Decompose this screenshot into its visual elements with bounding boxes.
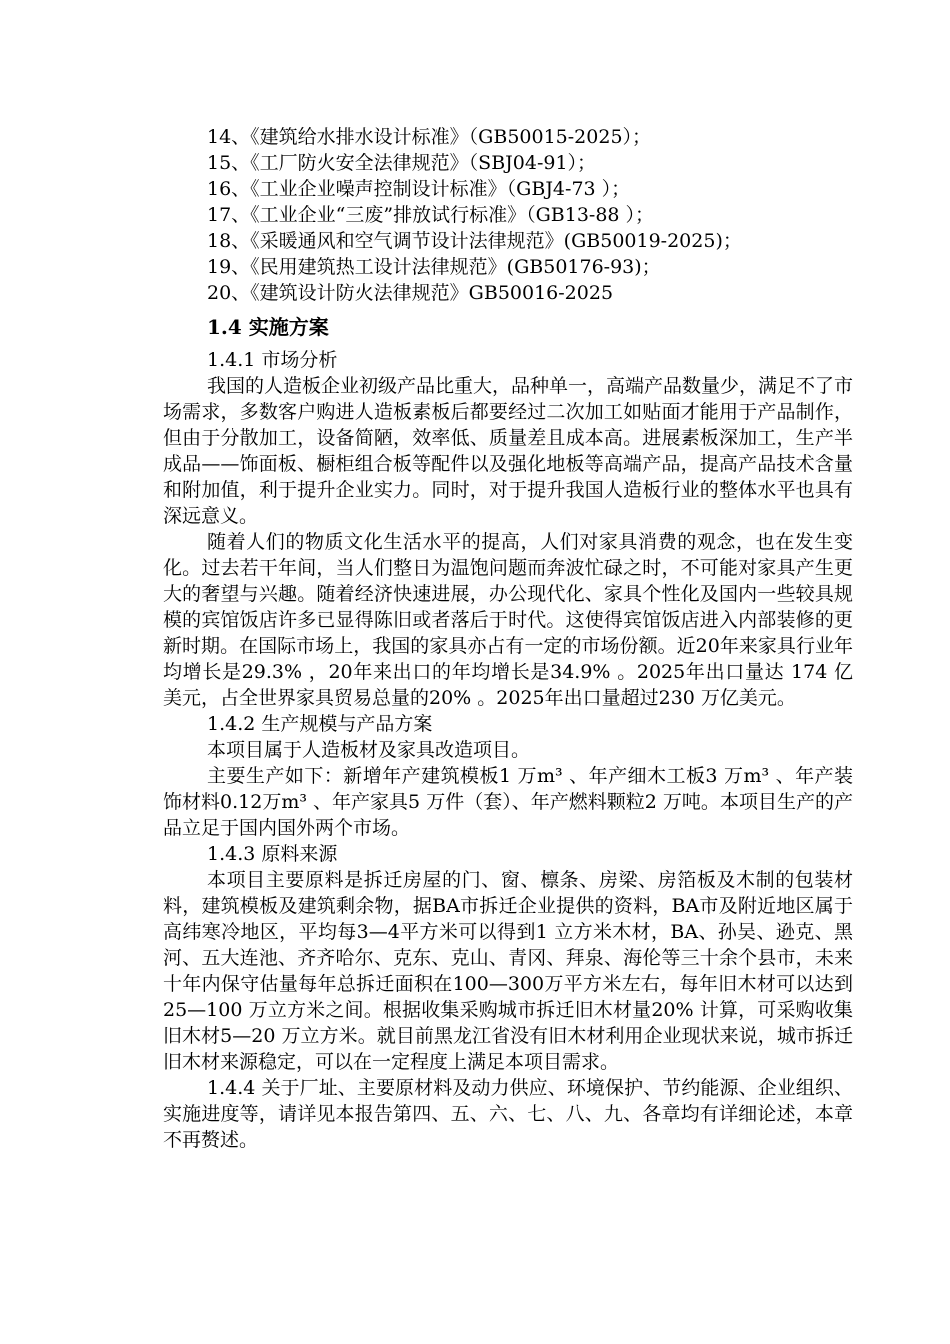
reference-item: 14、《建筑给水排水设计标准》（GB50015-2025）； [207,126,652,148]
scale-paragraph-1: 本项目属于人造板材及家具改造项目。 [207,739,531,761]
section-body [163,347,853,1153]
standards-reference-list [207,124,742,306]
subsection-heading-materials: 1.4.3 原料来源 [207,843,338,865]
reference-item: 18、《采暖通风和空气调节设计法律规范》(GB50019-2025)； [207,230,742,252]
subsection-heading-market: 1.4.1 市场分析 [207,349,338,371]
reference-item: 19、《民用建筑热工设计法律规范》(GB50176-93)； [207,256,661,278]
market-paragraph-1: 我国的人造板企业初级产品比重大，品种单一，高端产品数量少，满足不了市场需求，多数客户购进人造板素板后都要经过二次加工如贴面才能用于产品制作，但由于分散加工，设备简陋，效率低、质量差且成本高。进展素板深加工，生产半成品——饰面板、橱柜组合板等配件以及强化地板等高端产品，提高产品技术含量和附加值，利于提升企业实力。同时，对于提升我国人造板行业的整体水平也具有深远意义。 [163,375,854,527]
reference-item: 16、《工业企业噪声控制设计标准》（GBJ4-73 ）； [207,178,631,200]
reference-item: 20、《建筑设计防火法律规范》GB50016-2025 [207,282,614,304]
scale-paragraph-2: 主要生产如下：新增年产建筑模板1 万m³ 、年产细木工板3 万m³ 、年产装饰材料0.12万m³ 、年产家具5 万件（套）、年产燃料颗粒2 万吨。本项目生产的产品立足于国内国外两个市场。 [163,765,853,839]
reference-item: 15、《工厂防火安全法律规范》（SBJ04-91）； [207,152,597,174]
market-paragraph-2: 随着人们的物质文化生活水平的提高，人们对家具消费的观念，也在发生变化。过去若干年间，当人们整日为温饱问题而奔波忙碌之时，不可能对家具产生更大的奢望与兴趣。随着经济快速进展，办公现代化、家具个性化及国内一些较具规模的宾馆饭店许多已显得陈旧或者落后于时代。这使得宾馆饭店进入内部装修的更新时期。在国际市场上，我国的家具亦占有一定的市场份额。近20年来家具行业年均增长是29.3% ，20年来出口的年均增长是34.9% 。2025年出口量达 174 亿美元，占全世界家具贸易总量的20% 。2025年出口量超过230 万亿美元。 [163,531,853,709]
materials-paragraph: 本项目主要原料是拆迁房屋的门、窗、檩条、房梁、房箔板及木制的包装材料，建筑模板及建筑剩余物，据BA市拆迁企业提供的资料，BA市及附近地区属于高纬寒冷地区，平均每3—4平方米可以得到1 立方米木材，BA、孙吴、逊克、黑河、五大连池、齐齐哈尔、克东、克山、青冈、拜泉、海伦等三十余个县市，未来十年内保守估量每年总拆迁面积在100—300万平方米左右，每年旧木材可以达到25—100 万立方米之间。根据收集采购城市拆迁旧木材量20% 计算，可采购收集旧木材5—20 万立方米。就目前黑龙江省没有旧木材利用企业现状来说，城市拆迁旧木材来源稳定，可以在一定程度上满足本项目需求。 [163,869,853,1073]
subsection-heading-scale: 1.4.2 生产规模与产品方案 [207,713,433,735]
section-title: 1.4 实施方案 [207,315,329,339]
other-info-paragraph: 1.4.4 关于厂址、主要原材料及动力供应、环境保护、节约能源、企业组织、实施进度等，请详见本报告第四、五、六、七、八、九、各章均有详细论述，本章不再赘述。 [163,1077,853,1151]
reference-item: 17、《工业企业“三废”排放试行标准》（GB13-88 ）； [207,204,655,226]
